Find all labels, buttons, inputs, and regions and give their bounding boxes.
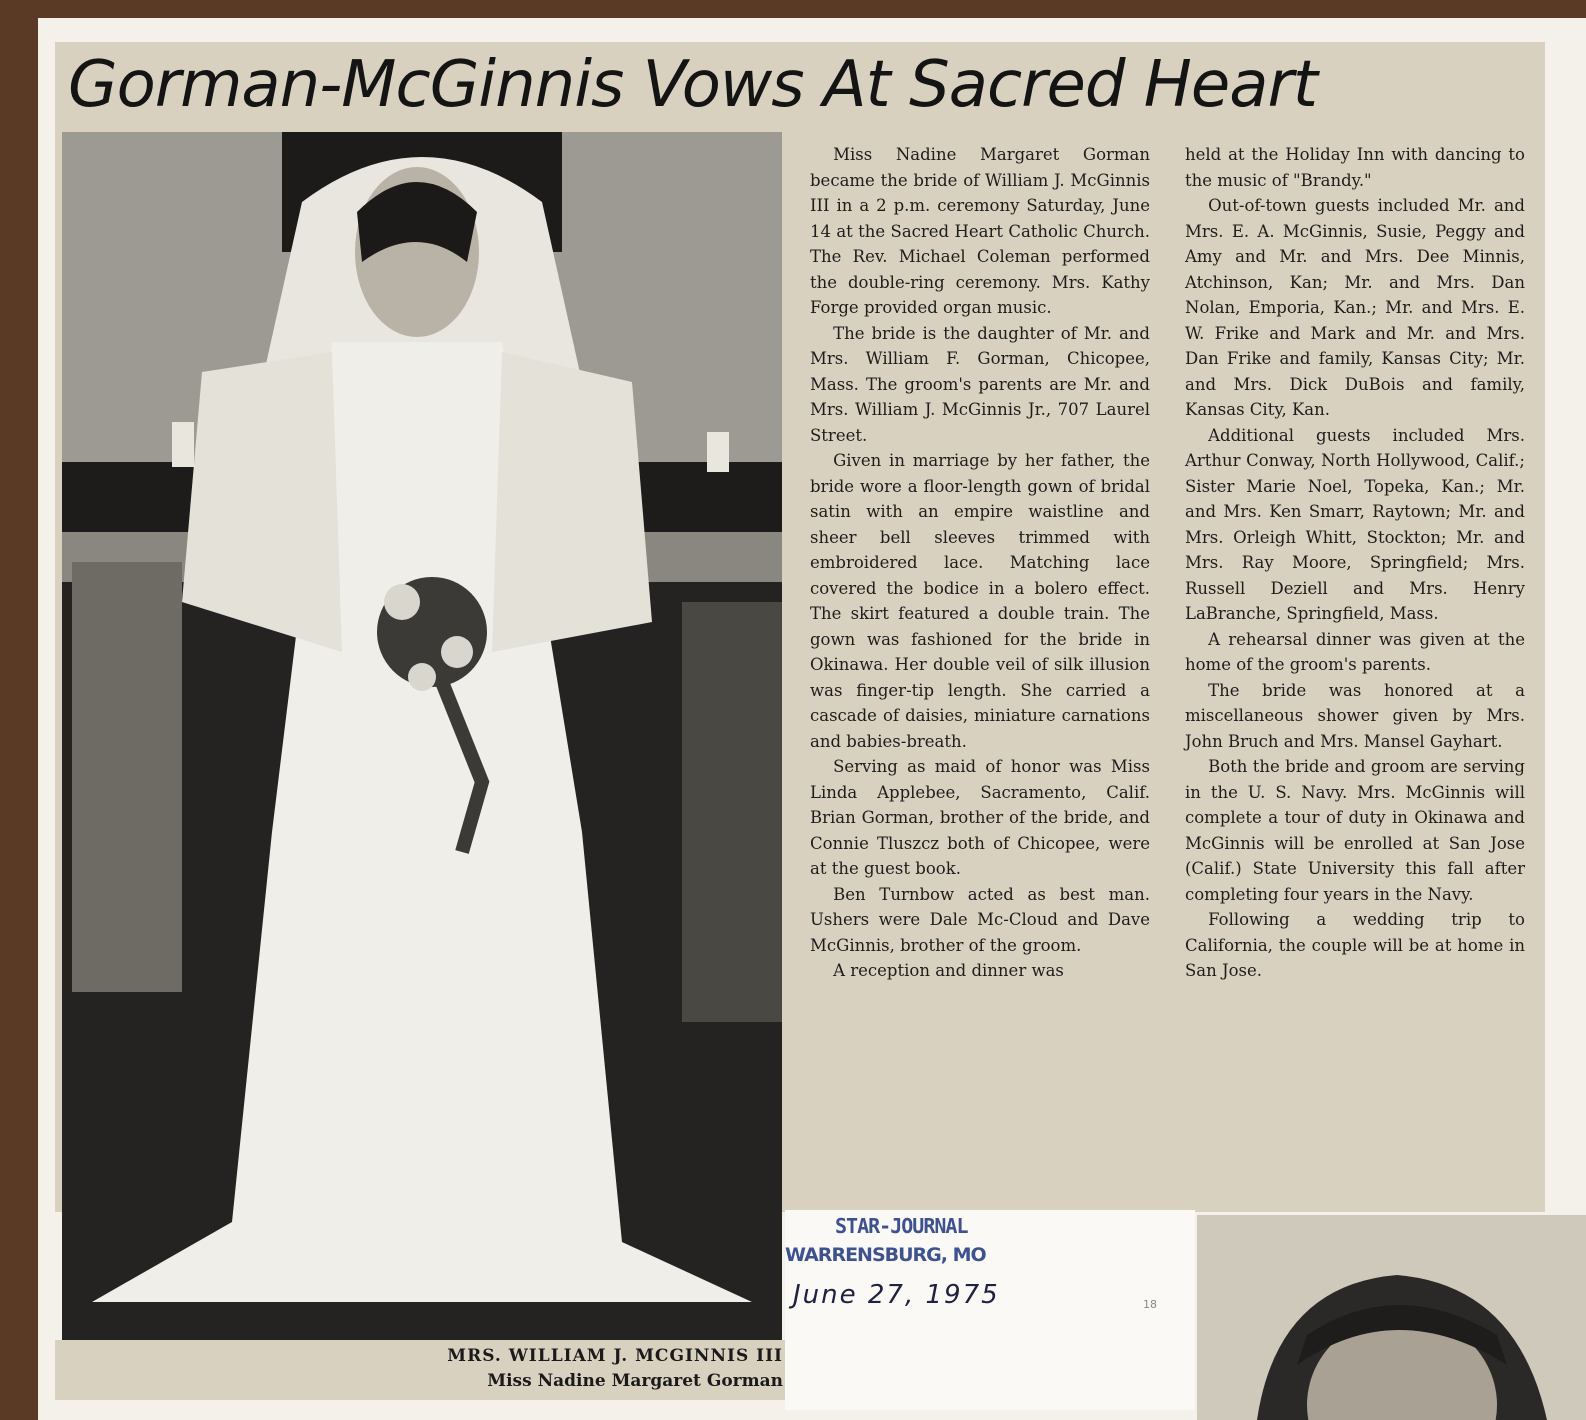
handwritten-date: June 27, 1975 [793,1280,1000,1310]
article-column-2 [1185,142,1525,984]
adjacent-clipping-photo [1197,1215,1586,1420]
partial-portrait-illustration [1197,1215,1586,1420]
headline: Gorman-McGinnis Vows At Sacred Heart [68,48,1317,122]
paragraph: The bride was honored at a miscellaneous shower given by Mrs. John Bruch and Mrs. Mansel Gayhart. [1185,680,1525,751]
stamp-paper-name: STAR-JOURNAL [835,1214,968,1238]
bride-photo-illustration [62,132,782,1342]
paragraph: Both the bride and groom are serving in the U. S. Navy. Mrs. McGinnis will complete a tour of duty in Okinawa and McGinnis will be enrolled at San Jose (Calif.) State University this fall after completing four years in the Navy. [1185,757,1525,904]
pencil-mark: 18 [1143,1298,1157,1311]
paragraph: Miss Nadine Margaret Gorman became the bride of William J. McGinnis III in a 2 p.m. ceremony Saturday, June 14 at the Sacred Heart Catholic Church. The Rev. Michael Coleman performed the double-ring ceremony. Mrs. Kathy Forge provided organ music. [810,145,1150,317]
photo-caption [55,1340,795,1400]
paragraph: Serving as maid of honor was Miss Linda Applebee, Sacramento, Calif. Brian Gorman, brother of the bride, and Connie Tluszcz both of Chicopee, were at the guest book. [810,757,1150,878]
wedding-photo [62,132,782,1342]
paragraph: Additional guests included Mrs. Arthur Conway, North Hollywood, Calif.; Sister Marie Noel, Topeka, Kan.; Mr. and Mrs. Ken Smarr, Raytown; Mr. and Mrs. Orleigh Whitt, Stockton; Mr. and Mrs. Ray Moore, Springfield; Mrs. Russell Deziell and Mrs. Henry LaBranche, Springfield, Mass. [1185,425,1525,623]
paragraph: Out-of-town guests included Mr. and Mrs. E. A. McGinnis, Susie, Peggy and Amy and Mr. and Mrs. Dee Minnis, Atchinson, Kan; Mr. and Mrs. Dan Nolan, Emporia, Kan.; Mr. and Mrs. E. W. Frike and Mark and Mr. and Mrs. Dan Frike and family, Kansas City; Mr. and Mrs. Dick DuBois and family, Kansas City, Kan. [1185,196,1525,419]
paragraph: The bride is the daughter of Mr. and Mrs. William F. Gorman, Chicopee, Mass. The groom's parents are Mr. and Mrs. William J. McGinnis Jr., 707 Laurel Street. [810,323,1150,445]
caption-maiden-name: Miss Nadine Margaret Gorman [487,1371,783,1391]
paragraph: A reception and dinner was [833,961,1064,980]
caption-name: MRS. WILLIAM J. MCGINNIS III [447,1346,783,1366]
paragraph: Ben Turnbow acted as best man. Ushers were Dale Mc-Cloud and Dave McGinnis, brother of the groom. [810,884,1150,955]
newspaper-stamp [785,1210,1195,1410]
paragraph: Following a wedding trip to California, the couple will be at home in San Jose. [1185,910,1525,980]
paragraph: held at the Holiday Inn with dancing to the music of "Brandy." [1185,145,1525,190]
article-column-1 [810,142,1150,984]
stamp-city: WARRENSBURG, MO [785,1244,986,1266]
paragraph: A rehearsal dinner was given at the home of the groom's parents. [1185,629,1525,674]
paragraph: Given in marriage by her father, the bride wore a floor-length gown of bridal satin with an empire waistline and sheer bell sleeves trimmed with embroidered lace. Matching lace covered the bodice in a bolero effect. The skirt featured a double train. The gown was fashioned for the bride in Okinawa. Her double veil of silk illusion was finger-tip length. She carried a cascade of daisies, miniature carnations and babies-breath. [810,451,1150,751]
